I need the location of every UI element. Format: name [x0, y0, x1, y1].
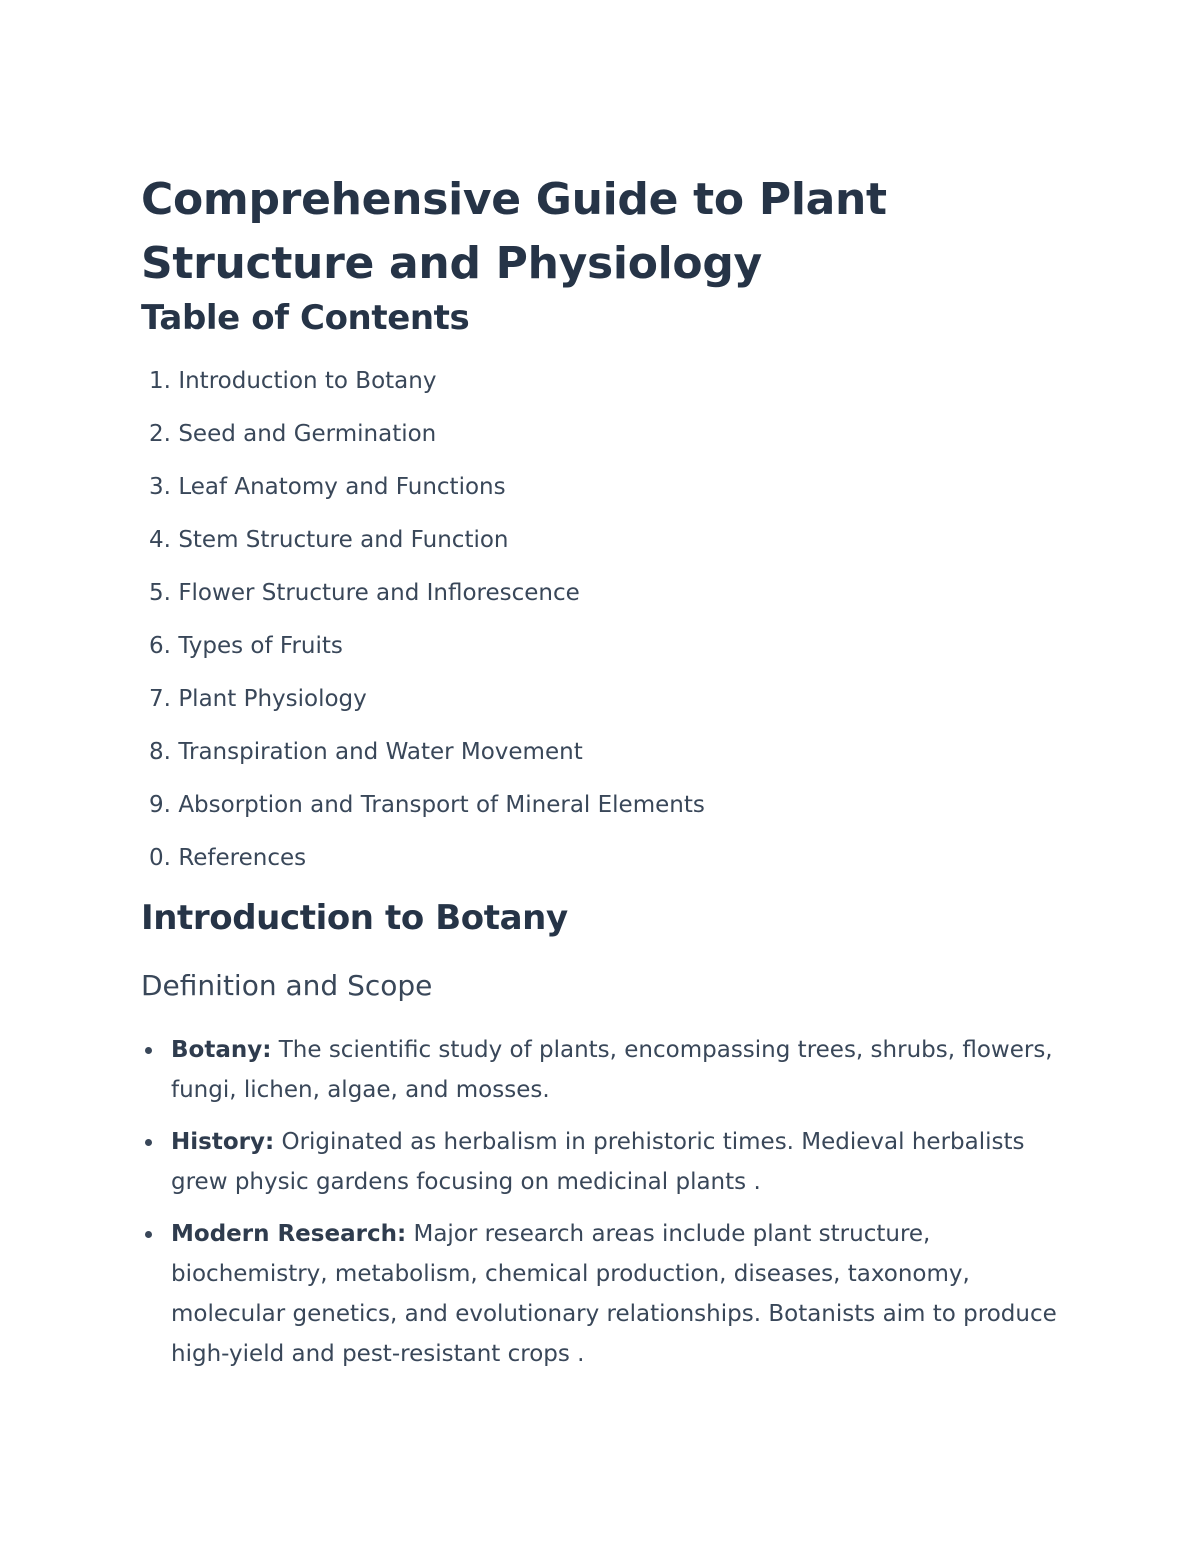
- list-item-term: Modern Research:: [171, 1221, 407, 1247]
- list-item-term: Botany:: [171, 1037, 272, 1063]
- toc-item: [141, 419, 1071, 449]
- list-item-text: Originated as herbalism in prehistoric times. Medieval herbalists grew physic gardens focusing on medicinal plants .: [171, 1129, 1025, 1195]
- toc-item-label: Leaf Anatomy and Functions: [178, 474, 506, 500]
- toc-item-number: 7.: [149, 686, 171, 712]
- subheading-definition-scope: Definition and Scope: [141, 969, 433, 1002]
- toc-item-number: 0.: [149, 845, 171, 871]
- toc-item: [141, 472, 1071, 502]
- section-heading-introduction: Introduction to Botany: [141, 898, 568, 938]
- toc-item: [141, 631, 1071, 661]
- toc-item: [141, 790, 1071, 820]
- toc-item-label: Stem Structure and Function: [178, 527, 509, 553]
- bullet-icon: [145, 1139, 152, 1146]
- toc-item: [141, 843, 1071, 873]
- document-title: Comprehensive Guide to Plant Structure and Physiology: [141, 174, 887, 289]
- toc-item-label: Introduction to Botany: [178, 368, 437, 394]
- toc-item-number: 9.: [149, 792, 171, 818]
- toc-item-number: 5.: [149, 580, 171, 606]
- toc-item-label: Absorption and Transport of Mineral Elements: [178, 792, 705, 818]
- list-item: [141, 1122, 1071, 1202]
- toc-item-number: 2.: [149, 421, 171, 447]
- definition-list: [141, 1030, 1071, 1374]
- toc-item-label: Seed and Germination: [178, 421, 437, 447]
- toc-item: [141, 578, 1071, 608]
- toc-item-number: 4.: [149, 527, 171, 553]
- toc-item: [141, 525, 1071, 555]
- toc-item-number: 3.: [149, 474, 171, 500]
- toc-item: [141, 737, 1071, 767]
- list-item-text: Major research areas include plant structure, biochemistry, metabolism, chemical production, diseases, taxonomy, molecular genetics, and evolutionary relationships. Botanists aim to produce high-yield and pest-resistant crops .: [171, 1221, 1057, 1367]
- toc-item-label: Flower Structure and Inflorescence: [178, 580, 580, 606]
- bullet-icon: [145, 1231, 152, 1238]
- bullet-icon: [145, 1047, 152, 1054]
- toc-item-label: Transpiration and Water Movement: [178, 739, 583, 765]
- list-item: [141, 1214, 1071, 1374]
- toc-item-label: Types of Fruits: [178, 633, 343, 659]
- toc-item-label: References: [178, 845, 307, 871]
- toc-item-label: Plant Physiology: [178, 686, 367, 712]
- list-item: [141, 1030, 1071, 1110]
- list-item-term: History:: [171, 1129, 275, 1155]
- toc-item-number: 1.: [149, 368, 171, 394]
- toc-list: [141, 366, 1071, 873]
- list-item-text: The scientific study of plants, encompassing trees, shrubs, flowers, fungi, lichen, algae, and mosses.: [171, 1037, 1053, 1103]
- toc-item-number: 8.: [149, 739, 171, 765]
- toc-item: [141, 366, 1071, 396]
- toc-heading: Table of Contents: [141, 298, 470, 338]
- toc-item-number: 6.: [149, 633, 171, 659]
- document-page: [141, 168, 1071, 1386]
- toc-item: [141, 684, 1071, 714]
